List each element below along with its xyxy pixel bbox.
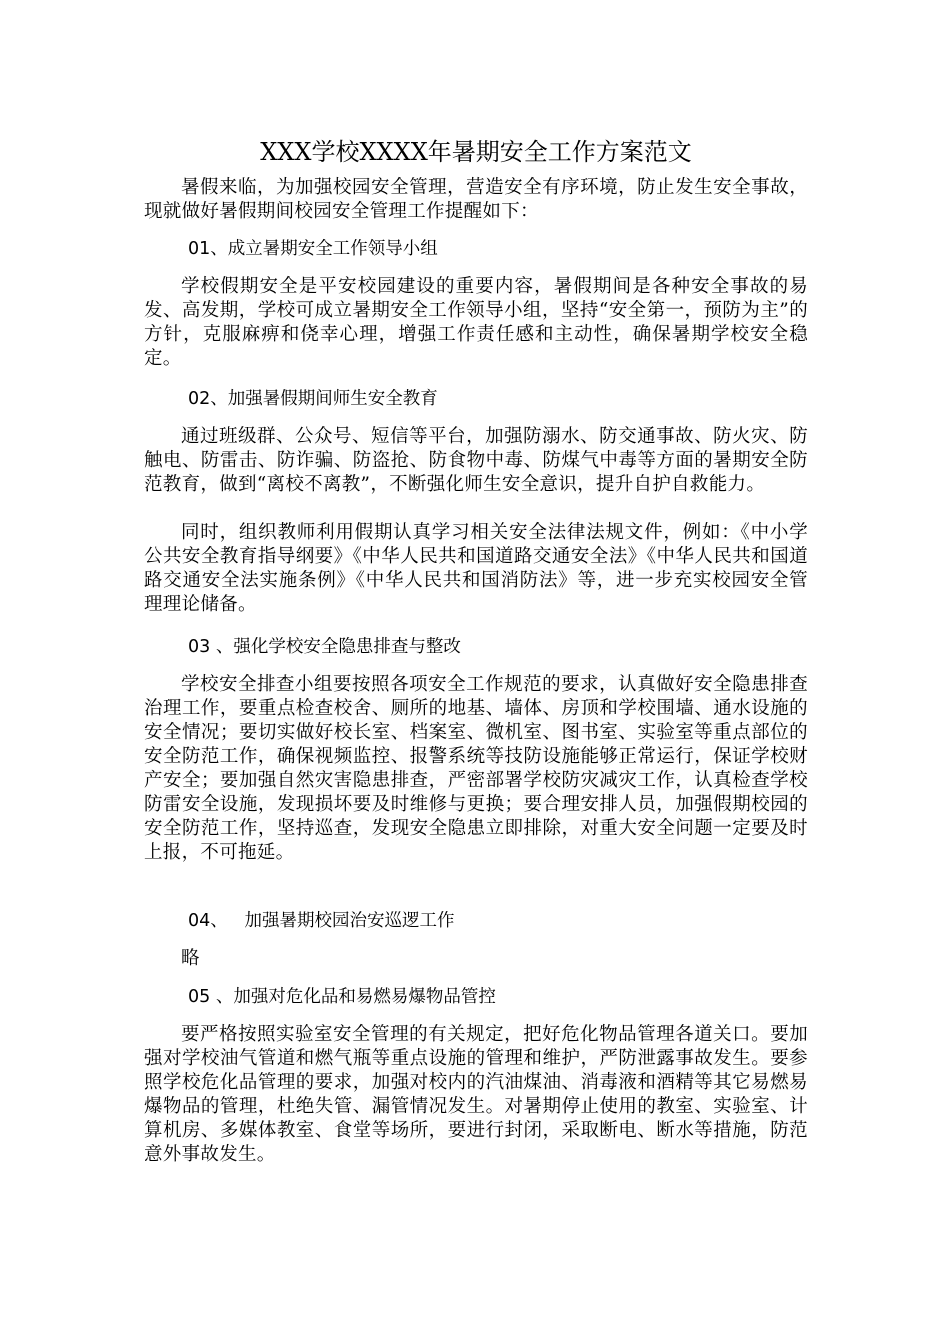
section-heading-04: 04、 加强暑期校园治安巡逻工作	[188, 911, 455, 931]
section-heading-01: 01、成立暑期安全工作领导小组	[188, 239, 438, 259]
document-title: XXX学校XXXX年暑期安全工作方案范文	[260, 138, 692, 166]
section-heading-03: 03 、强化学校安全隐患排查与整改	[188, 637, 461, 657]
section-heading-02: 02、加强暑假期间师生安全教育	[188, 389, 438, 409]
section-03-paragraph: 学校安全排查小组要按照各项安全工作规范的要求，认真做好安全隐患排查治理工作，要重点检查校舍、厕所的地基、墙体、房顶和学校围墙、通水设施的安全情况；要切实做好校长室、档案室、微机室、图书室、实验室等重点部位的安全防范工作，确保视频监控、报警系统等技防设施能够正常运行，保证学校财产安全；要加强自然灾害隐患排查，严密部署学校防灾减灾工作，认真检查学校防雷安全设施，发现损坏要及时维修与更换；要合理安排人员，加强假期校园的安全防范工作，坚持巡查，发现安全隐患立即排除，对重大安全问题一定要及时上报，不可拖延。	[144, 674, 808, 863]
section-heading-05: 05 、加强对危化品和易燃易爆物品管控	[188, 987, 496, 1007]
intro-paragraph: 暑假来临，为加强校园安全管理，营造安全有序环境，防止发生安全事故，现就做好暑假期间校园安全管理工作提醒如下：	[144, 177, 808, 222]
section-04-paragraph: 略	[181, 948, 200, 969]
section-02-paragraph-1: 通过班级群、公众号、短信等平台，加强防溺水、防交通事故、防火灾、防触电、防雷击、防诈骗、防盗抢、防食物中毒、防煤气中毒等方面的暑期安全防范教育，做到“离校不离教”，不断强化师生安全意识，提升自护自救能力。	[144, 426, 808, 495]
section-05-paragraph: 要严格按照实验室安全管理的有关规定，把好危化物品管理各道关口。要加强对学校油气管道和燃气瓶等重点设施的管理和维护，严防泄露事故发生。要参照学校危化品管理的要求，加强对校内的汽油煤油、消毒液和酒精等其它易燃易爆物品的管理，杜绝失管、漏管情况发生。对暑期停止使用的教室、实验室、计算机房、多媒体教室、食堂等场所，要进行封闭，采取断电、断水等措施，防范意外事故发生。	[144, 1024, 808, 1165]
section-01-paragraph: 学校假期安全是平安校园建设的重要内容，暑假期间是各种安全事故的易发、高发期，学校可成立暑期安全工作领导小组，坚持“安全第一，预防为主”的方针，克服麻痹和侥幸心理，增强工作责任感和主动性，确保暑期学校安全稳定。	[144, 276, 808, 369]
section-02-paragraph-2: 同时，组织教师利用假期认真学习相关安全法律法规文件，例如：《中小学公共安全教育指导纲要》《中华人民共和国道路交通安全法》《中华人民共和国道路交通安全法实施条例》《中华人民共和国消防法》等，进一步充实校园安全管理理论储备。	[144, 522, 808, 615]
